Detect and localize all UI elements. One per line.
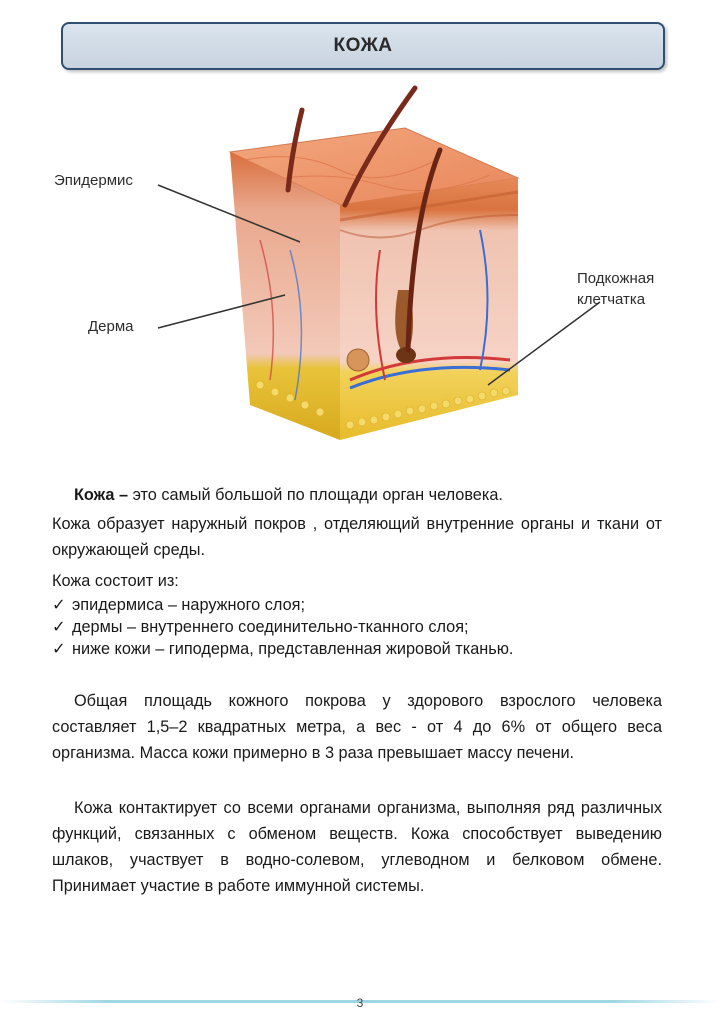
skin-cross-section-illustration bbox=[40, 80, 690, 450]
skin-diagram bbox=[40, 80, 690, 450]
check-icon: ✓ bbox=[52, 596, 66, 614]
label-epidermis: Эпидермис bbox=[54, 172, 133, 189]
page-title: КОЖА bbox=[333, 35, 393, 56]
list-item bbox=[52, 616, 672, 638]
check-icon: ✓ bbox=[52, 618, 66, 636]
label-dermis: Дерма bbox=[88, 318, 134, 335]
paragraph-area-weight: Общая площадь кожного покрова у здорового взрослого человека составляет 1,5–2 квадратных метра, а вес - от 4 до 6% от общего веса организма. Масса кожи примерно в 3 раза превышает массу печени. bbox=[52, 692, 662, 762]
list-item-text: дермы – внутреннего соединительно-тканного слоя; bbox=[72, 618, 469, 636]
list-item-text: ниже кожи – гиподерма, представленная жировой тканью. bbox=[72, 640, 514, 658]
page-number: 3 bbox=[356, 996, 364, 1010]
page-title-banner bbox=[61, 22, 665, 70]
intro-paragraph bbox=[52, 482, 662, 508]
paragraph-functions: Кожа контактирует со всеми органами организма, выполняя ряд различных функций, связанных с обменом веществ. Кожа способствует выведению шлаков, участвует в водно-солевом, углеводном и белковом обмене. Принимает участие в работе иммунной системы. bbox=[52, 799, 662, 895]
label-subcutis-line2: клетчатка bbox=[577, 291, 646, 308]
check-icon: ✓ bbox=[52, 640, 66, 658]
composition-list bbox=[52, 594, 672, 660]
intro-text: это самый большой по площади орган человека. bbox=[128, 486, 503, 504]
paragraph-cover: Кожа образует наружный покров , отделяющий внутренние органы и ткани от окружающей среды. bbox=[52, 515, 662, 559]
list-item bbox=[52, 638, 672, 660]
list-title: Кожа состоит из: bbox=[52, 572, 179, 590]
intro-term: Кожа – bbox=[74, 486, 129, 504]
list-item-text: эпидермиса – наружного слоя; bbox=[72, 596, 305, 614]
list-item bbox=[52, 594, 672, 616]
label-subcutis-line1: Подкожная bbox=[577, 270, 655, 287]
